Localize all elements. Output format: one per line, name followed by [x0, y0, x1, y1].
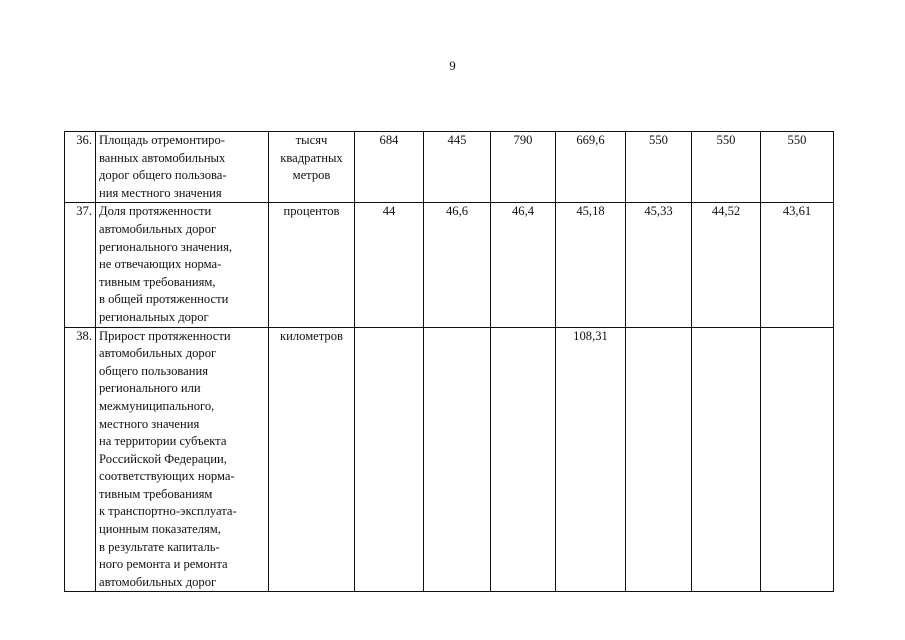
value-cell: 46,6 [424, 203, 491, 327]
table-row [65, 132, 834, 203]
indicators-table [64, 131, 834, 592]
indicator-name: Доля протяженности автомобильных дорог регионального значения, не отвечающих норма- тивным требованиям, в общей протяженности региональных дорог [96, 203, 269, 327]
value-cell [626, 327, 692, 592]
table-row [65, 203, 834, 327]
value-cell: 550 [761, 132, 834, 203]
value-cell: 550 [692, 132, 761, 203]
value-cell: 45,33 [626, 203, 692, 327]
value-cell [692, 327, 761, 592]
value-cell: 790 [491, 132, 556, 203]
value-cell [491, 327, 556, 592]
row-number: 36. [65, 132, 96, 203]
indicator-name: Площадь отремонтиро- ванных автомобильных дорог общего пользова- ния местного значения [96, 132, 269, 203]
table-row [65, 327, 834, 592]
row-number: 37. [65, 203, 96, 327]
unit-cell: километров [269, 327, 355, 592]
value-cell: 550 [626, 132, 692, 203]
row-number: 38. [65, 327, 96, 592]
value-cell [761, 327, 834, 592]
indicator-name: Прирост протяженности автомобильных дорог общего пользования регионального или межмуниципального, местного значения на территории субъекта Российской Федерации, соответствующих норма- тивным требованиям к транспортно-эксплуата- ционным показателям, в результате капиталь- ного ремонта и ремонта автомобильных дорог [96, 327, 269, 592]
value-cell: 684 [355, 132, 424, 203]
value-cell: 669,6 [556, 132, 626, 203]
value-cell: 43,61 [761, 203, 834, 327]
value-cell: 46,4 [491, 203, 556, 327]
value-cell: 44 [355, 203, 424, 327]
value-cell: 45,18 [556, 203, 626, 327]
value-cell: 108,31 [556, 327, 626, 592]
unit-cell: тысяч квадратных метров [269, 132, 355, 203]
value-cell: 44,52 [692, 203, 761, 327]
value-cell [424, 327, 491, 592]
value-cell: 445 [424, 132, 491, 203]
unit-cell: процентов [269, 203, 355, 327]
page-number: 9 [449, 58, 456, 73]
value-cell [355, 327, 424, 592]
